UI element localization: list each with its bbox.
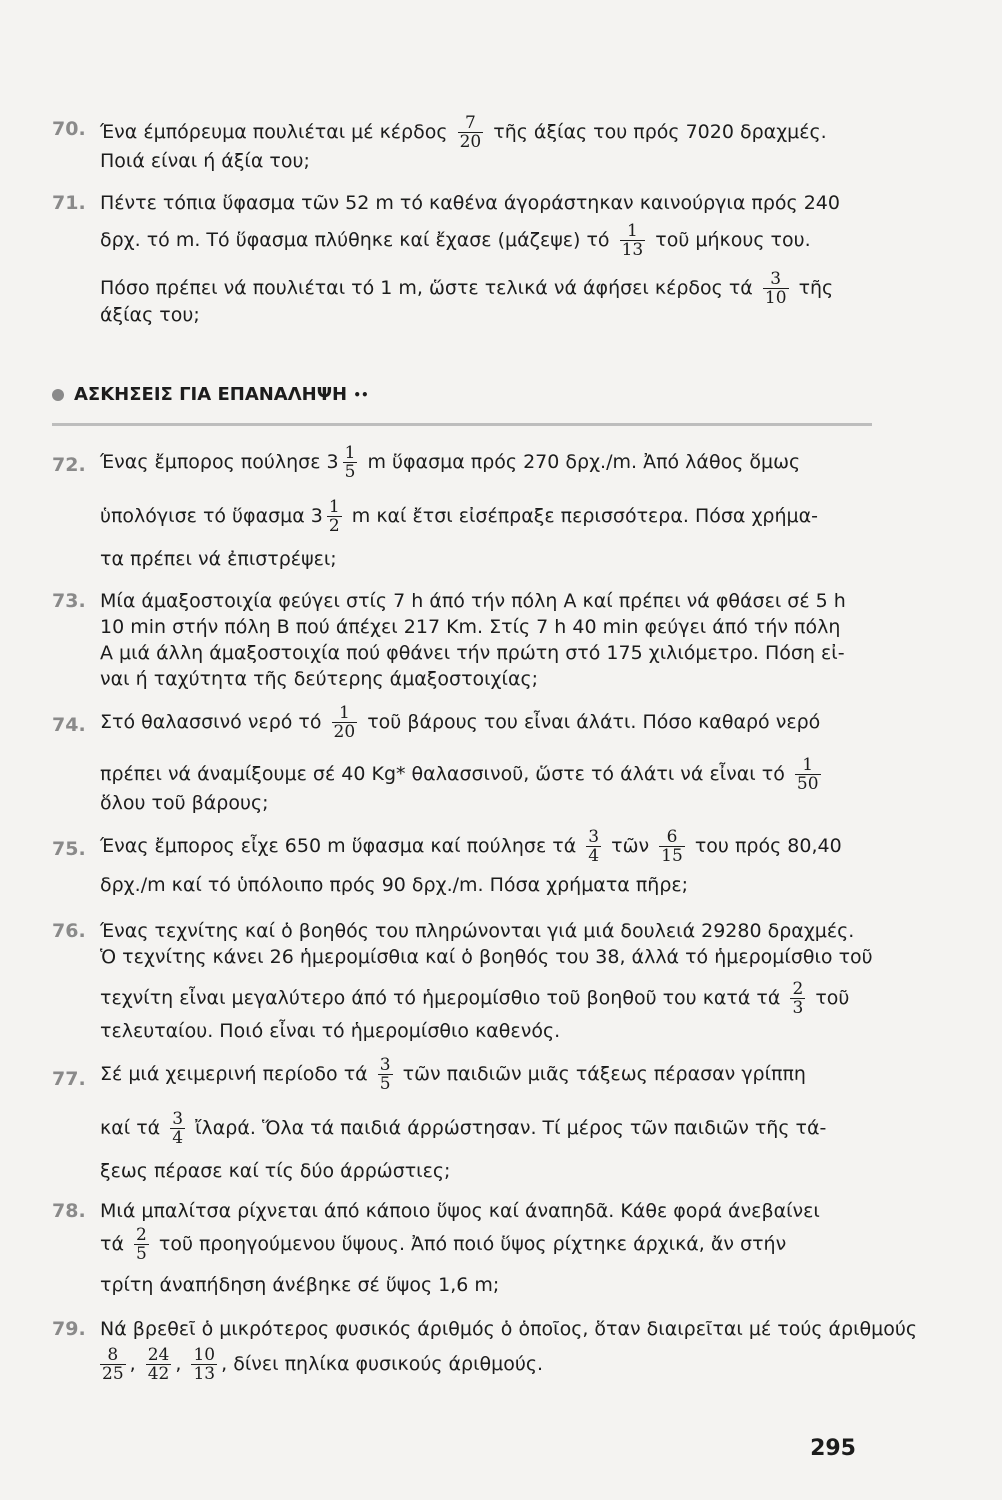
fraction: $\frac{2}{3}$ [792, 979, 804, 1018]
fraction: $\frac{1}{20}$ [333, 703, 356, 742]
fraction: $\frac{3}{10}$ [764, 269, 787, 308]
fraction: $\frac{3}{4}$ [172, 1109, 184, 1148]
problem-number: 77. [52, 1068, 86, 1090]
fraction: $\frac{2}{5}$ [136, 1225, 147, 1264]
fraction: $\frac{24}{42}$ [147, 1345, 170, 1384]
fraction: $\frac{10}{13}$ [193, 1345, 216, 1384]
fraction: $\frac{8}{25}$ [102, 1345, 124, 1384]
fraction: $\frac{1}{5}$ [344, 443, 356, 482]
fraction: $\frac{1}{50}$ [796, 755, 819, 794]
problem-number: 75. [52, 838, 86, 860]
fraction: $\frac{1}{13}$ [621, 221, 644, 260]
problem-number: 70. [52, 118, 86, 140]
fraction: $\frac{7}{20}$ [459, 113, 482, 152]
problem-number: 79. [52, 1318, 86, 1340]
section-heading: ΑΣΚΗΣΕΙΣ ΓΙΑ ΕΠΑΝΑΛΗΨΗ •• [52, 382, 872, 408]
fraction: $\frac{1}{2}$ [328, 497, 340, 536]
fraction: $\frac{3}{5}$ [379, 1055, 391, 1094]
problem-number: 78. [52, 1200, 86, 1222]
problem-number: 71. [52, 192, 86, 214]
section-divider [52, 423, 872, 426]
fraction: $\frac{3}{4}$ [588, 827, 600, 866]
textbook-page: 70. Ένα έμπόρευμα πουλιέται μέ κέρδος $\frac{7}{20}$ τῆς άξίας του πρός 7020 δραχμές. Ποιά είναι ή άξία του; 71. Πέντε τόπια ὕφασμα τῶν 52 m τό καθένα άγοράστηκαν καινούργια πρός 240 δρχ. τό m. Τό ὕφασμα πλύθηκε καί ἔχασε (μάζεψε) τό $\frac{1}{13}$ τοῦ μήκους του. Πόσο πρέπει νά πουλιέται τό 1 m, ὥστε τελικά νά άφήσει κέρδος τά $\frac{3}{10}$ τῆς άξίας του; ΑΣΚΗΣΕΙΣ ΓΙΑ ΕΠΑΝΑΛΗΨΗ •• 72. Ένας ἔμπορος πούλησε 3 $\frac{1}{5}$ m ὕφασμα πρός 270 δρχ./m. Ἀπό λάθος ὅμως ὑπολόγισε τό ὕφασμα 3 $\frac{1}{2}$ m καί ἔτσι εἰσέπραξε περισσότερα. Πόσα χρήμα- τα πρέπει νά ἐπιστρέψει; 73. Μία άμαξοστοιχία φεύγει στίς 7 h άπό τήν πόλη Α καί πρέπει νά φθάσει σέ 5 h 10 min στήν πόλη Β πού άπέχει 217 Km. Στίς 7 h 40 min φεύγει άπό τήν πόλη Α μιά άλλη άμαξοστοιχία πού φθάνει τήν πρώτη στό 175 χιλιόμετρο. Πόση εἰ- ναι ή ταχύτητα τῆς δεύτερης άμαξοστοιχίας; 74. Στό θαλασσινό νερό τό $\frac{1}{20}$ τοῦ βάρους του εἶναι άλάτι. Πόσο καθαρό νερό πρέπει νά άναμίξουμε σέ 40 Kg* θαλασσινοῦ, ὥστε τό άλάτι νά εἶναι τό $\frac{1}{50}$ ὅλου τοῦ βάρους; 75. Ένας ἔμπορος εἶχε 650 m ὕφασμα καί πούλησε τά $\frac{3}{4}$ τῶν $\frac{6}{15}$ του πρός 80,40 δρχ./m καί τό ὑπόλοιπο πρός 90 δρχ./m. Πόσα χρήματα πῆρε; 76. Ένας τεχνίτης καί ὁ βοηθός του πληρώνονται γιά μιά δουλειά 29280 δραχμές. Ὁ τεχνίτης κάνει 26 ἡμερομίσθια καί ὁ βοηθός του 38, άλλά τό ἡμερομίσθιο τοῦ τεχνίτη εἶναι μεγαλύτερο άπό τό ἡμερομίσθιο τοῦ βοηθοῦ του κατά τά $\frac{2}{3}$ τοῦ τελευταίου. Ποιό εἶναι τό ἡμερομίσθιο καθενός. 77. Σέ μιά χειμερινή περίοδο τά $\frac{3}{5}$ τῶν παιδιῶν μιᾶς τάξεως πέρασαν γρίππη καί τά $\frac{3}{4}$ ἴλαρά. Ὅλα τά παιδιά άρρώστησαν. Τί μέρος τῶν παιδιῶν τῆς τά- ξεως πέρασε καί τίς δύο άρρώστιες; 78. Μιά μπαλίτσα ρίχνεται άπό κάποιο ὕψος καί άναπηδᾶ. Κάθε φορά άνεβαίνει τά $\frac{2}{5}$ τοῦ προηγούμενου ὕψους. Ἀπό ποιό ὕψος ρίχτηκε άρχικά, ἄν στήν τρίτη άναπήδηση άνέβηκε σέ ὕψος 1,6 m; 79. Νά βρεθεῖ ὁ μικρότερος φυσικός άριθμός ὁ ὁποῖος, ὅταν διαιρεῖται μέ τούς άριθμούς $\frac{8}{25}$ , $\frac{24}{42}$ , $\frac{10}{13}$ , δίνει πηλίκα φυσικούς άριθμούς. 295 [52, 113, 918, 1461]
problem-number: 73. [52, 590, 86, 612]
problem-number: 72. [52, 454, 86, 476]
problem-number: 76. [52, 920, 86, 942]
bullet-icon [52, 389, 64, 401]
problem-number: 74. [52, 714, 86, 736]
fraction: $\frac{6}{15}$ [661, 827, 683, 866]
page-number: 295 [810, 1436, 856, 1461]
